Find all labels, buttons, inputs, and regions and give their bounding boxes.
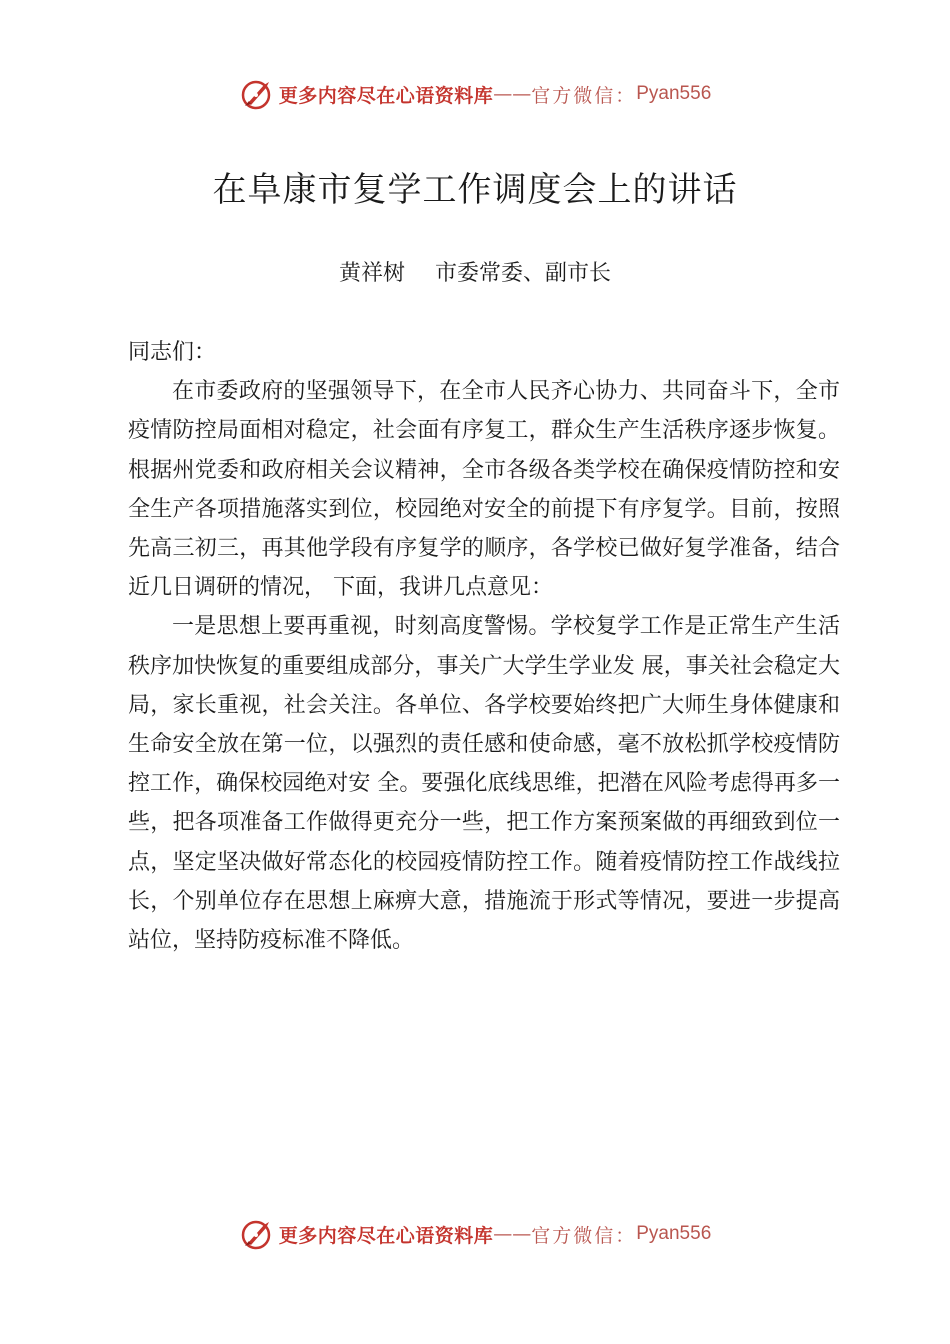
salutation: 同志们： bbox=[128, 340, 217, 365]
wechat-id: Pyan556 bbox=[636, 1223, 712, 1244]
wechat-label: 官方微信： bbox=[531, 1224, 637, 1247]
footer-banner bbox=[0, 1214, 950, 1254]
author-role: 市委常委、副市长 bbox=[435, 261, 612, 286]
paragraph: 一是思想上要再重视，时刻高度警惕。学校复学工作是正常生产生活秩序加快恢复的重要组成部分，事关广大学生学业发 展，事关社会稳定大局，家长重视，社会关注。各单位、各学校要始终把广大师生身体健康和生命安全放在第一位，以强烈的责任感和使命感，毫不放松抓学校疫情防控工作，确保校园绝对安 全。要强化底线思维，把潜在风险考虑得再多一些，把各项准备工作做得更充分一些，把工作方案预案做的再细致到位一点，坚定坚决做好常态化的校园疫情防控工作。随着疫情防控工作战线拉长，个别单位存在思想上麻痹大意，措施流于形式等情况，要进一步提高站位，坚持防疫标准不降低。 bbox=[128, 614, 840, 954]
site-name: 更多内容尽在心语资料库 bbox=[278, 1224, 494, 1247]
banner-separator: —— bbox=[493, 1223, 532, 1245]
pen-nib-logo-icon bbox=[239, 76, 275, 112]
author-line bbox=[0, 256, 950, 287]
header-banner bbox=[0, 74, 950, 114]
document-title: 在阜康市复学工作调度会上的讲话 bbox=[212, 170, 738, 210]
pen-nib-logo-icon bbox=[239, 1216, 275, 1252]
wechat-label: 官方微信： bbox=[531, 84, 637, 107]
site-name: 更多内容尽在心语资料库 bbox=[278, 84, 494, 107]
author-name: 黄祥树 bbox=[338, 261, 405, 286]
document-body bbox=[128, 333, 840, 960]
paragraph: 在市委政府的坚强领导下，在全市人民齐心协力、共同奋斗下，全市疫情防控局面相对稳定，社会面有序复工，群众生产生活秩序逐步恢复。根据州党委和政府相关会议精神，全市各级各类学校在确保疫情防控和安全生产各项措施落实到位，校园绝对安全的前提下有序复学。目前，按照先高三初三，再其他学段有序复学的顺序，各学校已做好复学准备，结合近几日调研的情况， 下面，我讲几点意见： bbox=[128, 379, 840, 601]
banner-separator: —— bbox=[493, 83, 532, 105]
wechat-id: Pyan556 bbox=[636, 83, 712, 104]
